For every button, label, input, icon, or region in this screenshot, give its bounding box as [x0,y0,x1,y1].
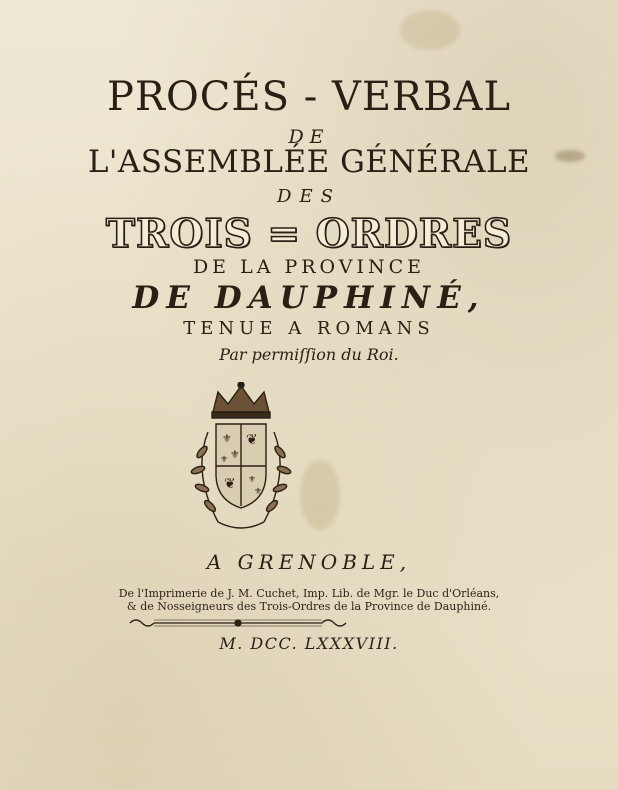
permission-line: Par permiſſion du Roi. [219,345,399,364]
title-line-dauphine: DE DAUPHINÉ, [132,280,486,316]
svg-text:❦: ❦ [224,476,236,492]
imprint-line-printer: De l'Imprimerie de J. M. Cuchet, Imp. Lib. de Mgr. le Duc d'Orléans, [118,587,500,600]
svg-text:⚜: ⚜ [248,475,257,485]
paper-stain [400,10,460,50]
paper-stain [300,460,340,530]
svg-text:⚜: ⚜ [254,487,263,497]
royal-coat-of-arms-icon [178,382,304,540]
imprint-place: A GRENOBLE, [206,550,412,574]
title-line-romans: TENUE A ROMANS [183,318,435,339]
title-line-trois-ordres: TROIS = ORDRES [105,211,513,257]
title-line-des: DES [277,186,341,207]
svg-text:⚜: ⚜ [220,455,229,465]
printers-ornament-rule-icon [126,616,350,630]
title-line-province: DE LA PROVINCE [192,256,426,278]
title-line-de: DE [288,126,330,148]
imprint-line-nosseigneurs: & de Nosseigneurs des Trois-Ordres de la Province de Dauphiné. [126,600,492,613]
publication-date: M. DCC. LXXXVIII. [219,634,399,653]
title-line-assemblee: L'ASSEMBLÉE GÉNÉRALE [87,144,531,180]
svg-text:⚜: ⚜ [222,432,232,445]
svg-text:❦: ❦ [246,432,258,448]
svg-text:⚜: ⚜ [230,448,240,461]
title-line-proces-verbal: PROCÉS - VERBAL [106,74,512,120]
